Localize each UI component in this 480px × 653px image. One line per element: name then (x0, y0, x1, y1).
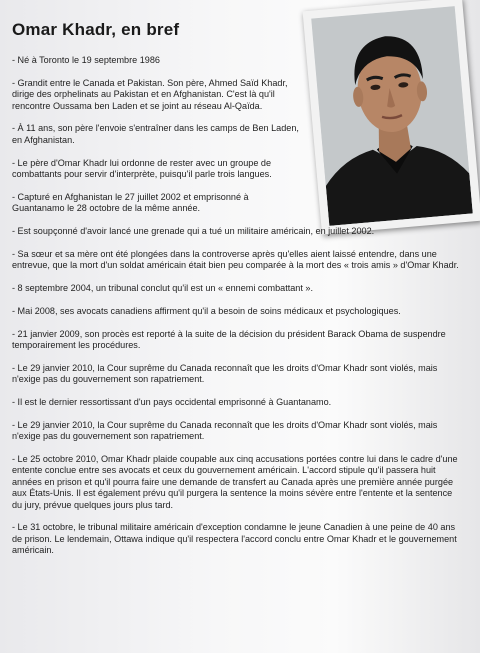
fact-item: - Grandit entre le Canada et Pakistan. Son père, Ahmed Saïd Khadr, dirige des orphelinats au Pakistan et en Afghanistan. C'est là qu'il rencontre Oussama ben Laden et se joint au réseau Al-Qaïda. (12, 77, 288, 111)
fact-item: - Le 29 janvier 2010, la Cour suprême du Canada reconnaît que les droits d'Omar Khadr sont violés, mais n'exige pas du gouvernement son rapatriement. (12, 419, 438, 442)
fact-item: - 21 janvier 2009, son procès est reporté à la suite de la décision du président Barack Obama de suspendre temporairement les procédures. (12, 328, 446, 351)
fact-item: - Sa sœur et sa mère ont été plongées dans la controverse après qu'elles aient laissé entendre, dans une entrevue, que la mort d'un soldat américain était bien peu comparée à la mort des « trois amis » d'Omar Khadr. (12, 248, 459, 271)
fact-item: - Né à Toronto le 19 septembre 1986 (12, 55, 160, 65)
fact-item: - Capturé en Afghanistan le 27 juillet 2002 et emprisonné à Guantanamo le 28 octobre de la même année. (12, 191, 249, 214)
fact-item: - À 11 ans, son père l'envoie s'entraîner dans les camps de Ben Laden, en Afghanistan. (12, 123, 299, 145)
fact-item: - Le père d'Omar Khadr lui ordonne de rester avec un groupe de combattants pour servir d'interprète, puisqu'il parle trois langues. (12, 157, 272, 180)
fact-item: - Il est le dernier ressortissant d'un pays occidental emprisonné à Guantanamo. (12, 397, 332, 408)
fact-item: - Le 29 janvier 2010, la Cour suprême du Canada reconnaît que les droits d'Omar Khadr sont violés, mais n'exige pas du gouvernement son rapatriement. (12, 362, 438, 385)
fact-item: - Mai 2008, ses avocats canadiens affirment qu'il a besoin de soins médicaux et psychologiques. (12, 305, 401, 316)
page-title: Omar Khadr, en bref (12, 20, 180, 39)
facts-list (12, 55, 460, 568)
fact-item: - Le 31 octobre, le tribunal militaire américain d'exception condamne le jeune Canadien à une peine de 40 ans de prison. Le lendemain, Ottawa indique qu'il respectera l'accord conclu entre Omar Khadr et le gouvernement américain. (12, 522, 457, 556)
fact-item: - Le 25 octobre 2010, Omar Khadr plaide coupable aux cinq accusations portées contre lui dans le cadre d'une entente conclue entre ses avocats et ceux du gouvernement américain. L'accord stipule qu'il passera huit années en prison et qu'il pourra faire une demande de transfert au Canada après une première année purgée aux États-Unis. Il est également prévu qu'il purgera la sentence la moins sévère entre l'entente et la sentence du jury, prévue quelques jours plus tard. (12, 454, 458, 510)
fact-item: - 8 septembre 2004, un tribunal conclut qu'il est un « ennemi combattant ». (12, 283, 313, 294)
fact-item: - Est soupçonné d'avoir lancé une grenade qui a tué un militaire américain, en juillet 2002. (12, 226, 375, 237)
